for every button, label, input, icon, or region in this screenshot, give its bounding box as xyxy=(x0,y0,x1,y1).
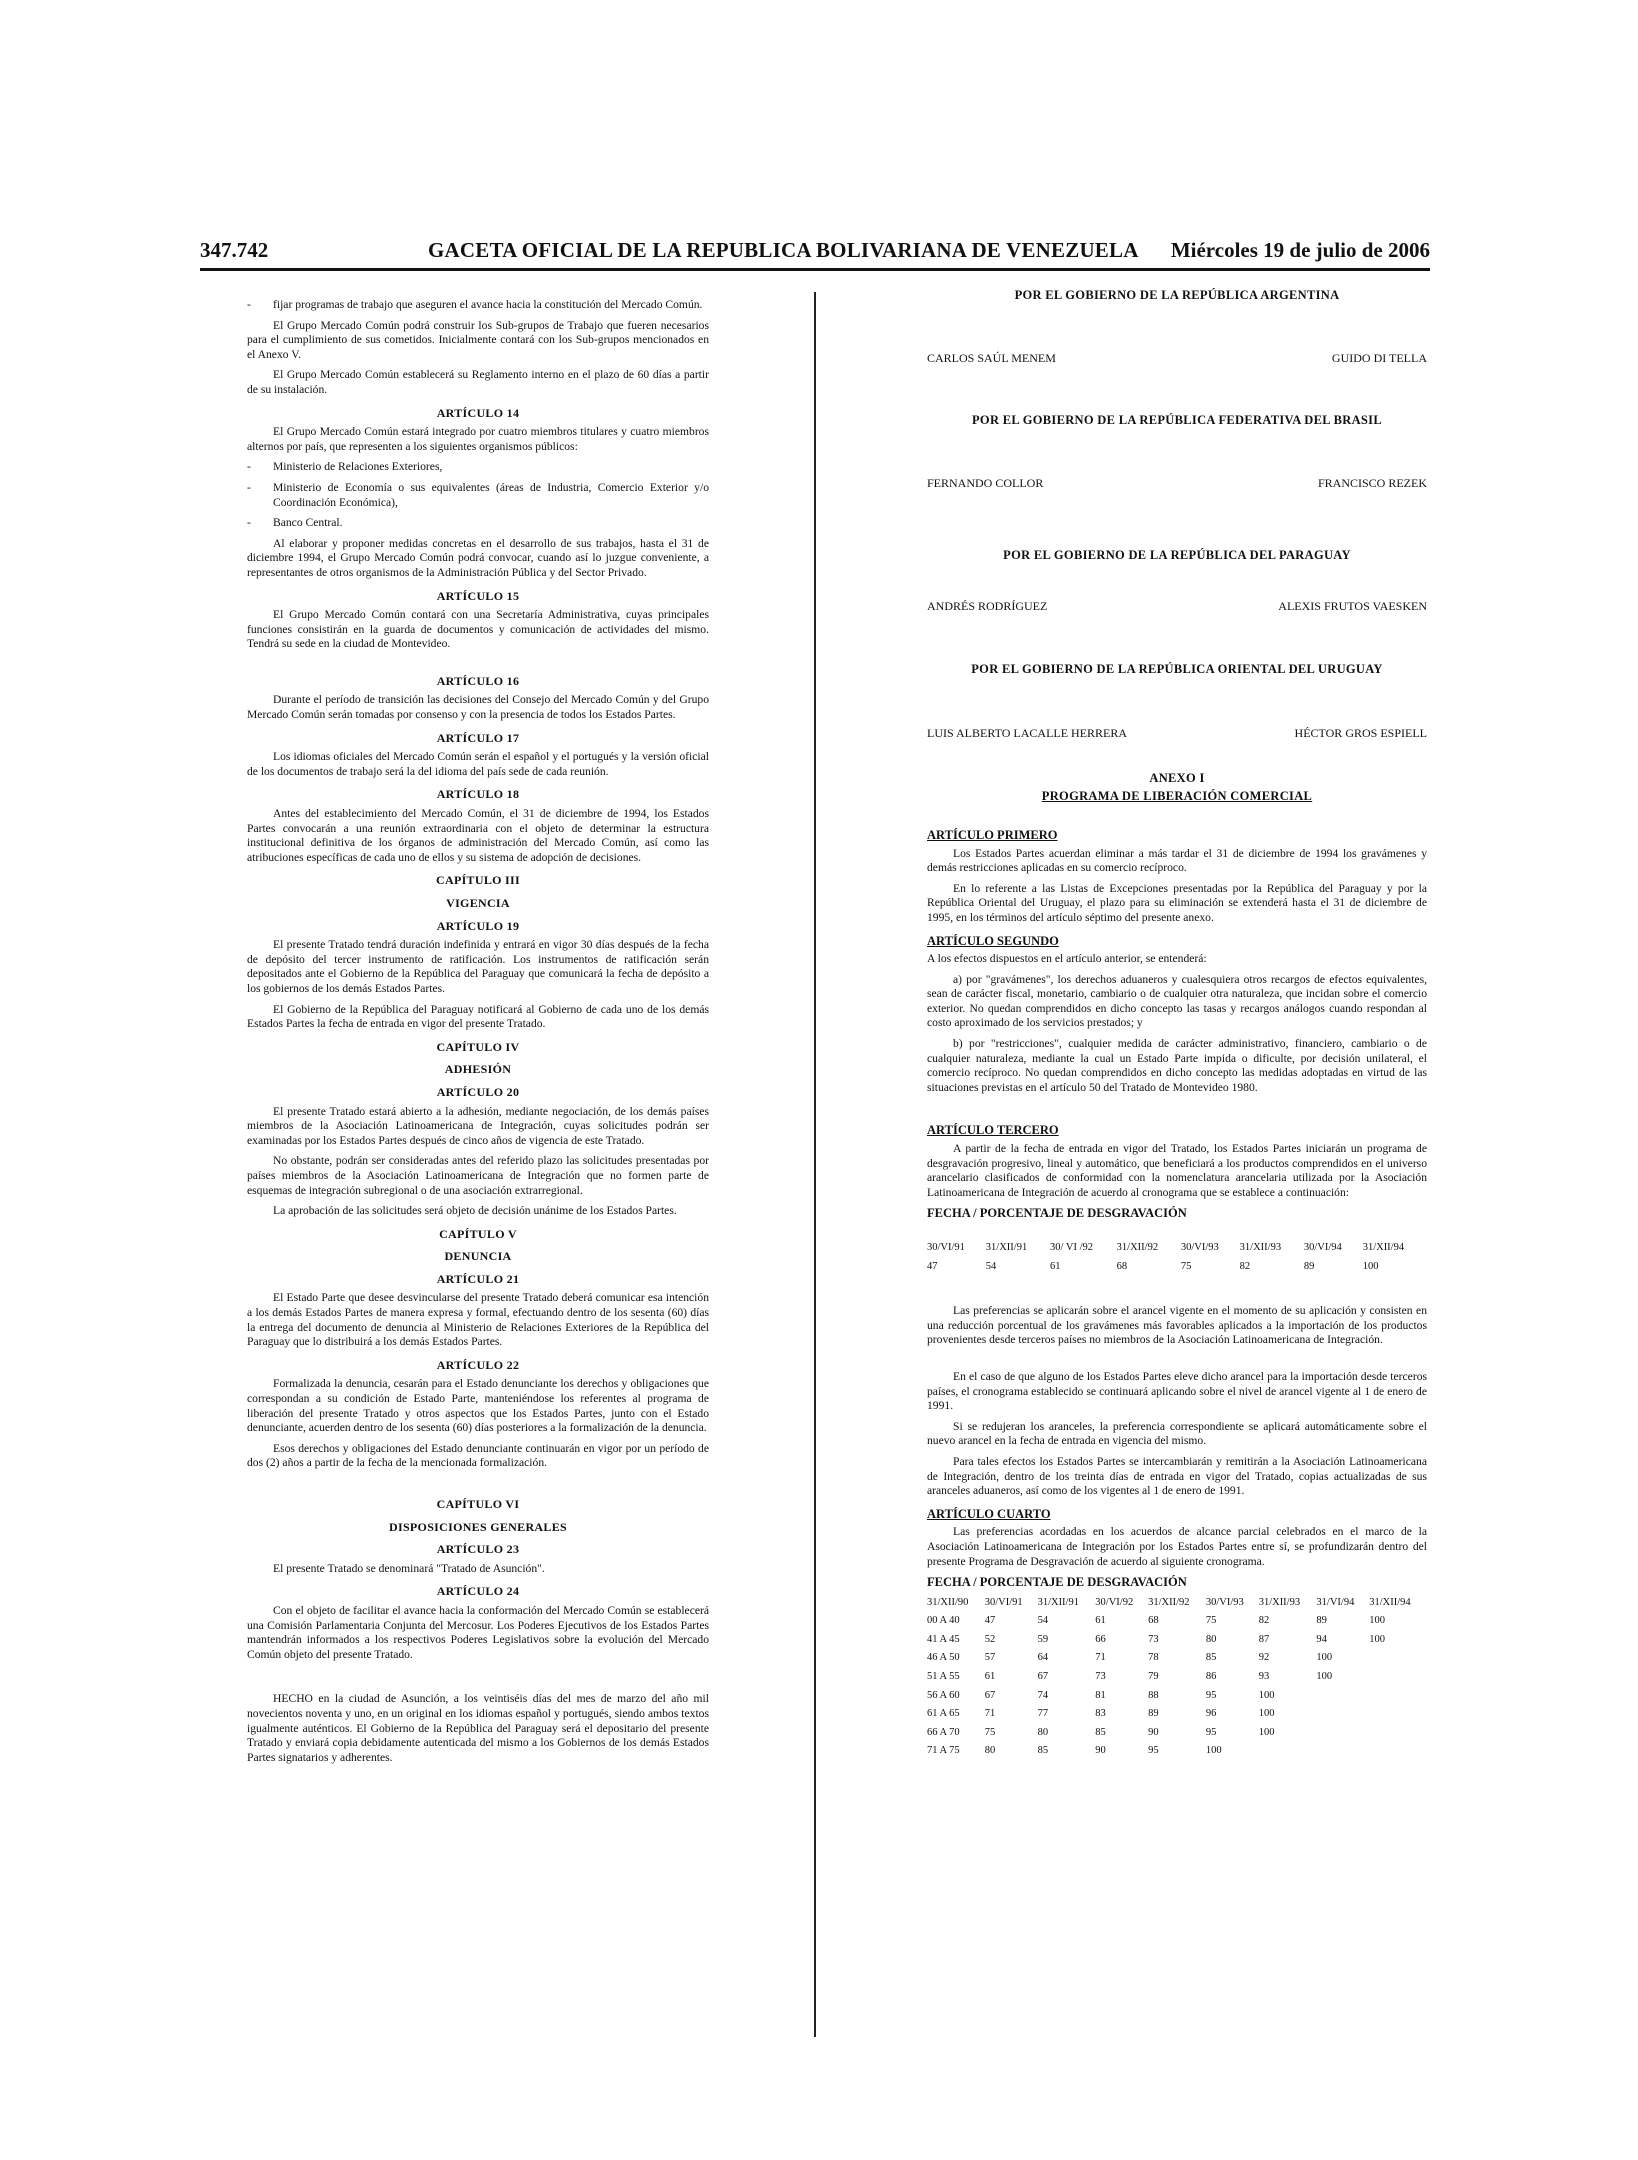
article-heading: ARTÍCULO 21 xyxy=(436,1271,520,1286)
signatories-row xyxy=(927,476,1427,491)
schedule-row xyxy=(927,1668,1427,1687)
schedule-date: 31/XII/94 xyxy=(1369,1596,1411,1608)
paragraph: En el caso de que alguno de los Estados Partes eleve dicho arancel para la importación desde terceros países, el cronograma establecido se continuará aplicando sobre el nivel de arancel vigente al 1 de enero de 1991. xyxy=(927,1369,1427,1413)
schedule-title: FECHA / PORCENTAJE DE DESGRAVACIÓN xyxy=(927,1575,1187,1590)
value-cell: 100 xyxy=(1258,1726,1275,1738)
column-divider xyxy=(814,292,816,2037)
schedule-date: 30/VI/93 xyxy=(1180,1242,1219,1253)
signatory: CARLOS SAÚL MENEM xyxy=(927,350,1056,365)
article-heading: ARTÍCULO 23 xyxy=(436,1542,520,1557)
value-cell: 89 xyxy=(1316,1615,1327,1627)
value-cell: 95 xyxy=(1148,1745,1159,1757)
value-cell: 67 xyxy=(1037,1671,1049,1683)
range-cell: 51 A 55 xyxy=(927,1671,960,1683)
gazette-title: GACETA OFICIAL DE LA REPUBLICA BOLIVARIANA DE VENEZUELA xyxy=(428,238,1139,262)
schedule-date: 31/XII/91 xyxy=(1037,1596,1079,1608)
paragraph: A los efectos dispuestos en el artículo anterior, se entenderá: xyxy=(927,952,1207,966)
value-cell: 85 xyxy=(1037,1745,1049,1757)
paragraph: El Grupo Mercado Común podrá construir los Sub-grupos de Trabajo que fueren necesarios para el cumplimiento de sus cometidos. Inicialmente contará con los Sub-grupos mencionados en el Anexo V. xyxy=(247,318,709,361)
chapter-title: DENUNCIA xyxy=(444,1249,512,1264)
paragraph: Las preferencias se aplicarán sobre el arancel vigente en el momento de su aplicación y consisten en una reducción porcentual de los gravámenes más favorables aplicados a la importación de los productos provenientes desde terceros países no miembros de la Asociación Latinoamericana de Integración. xyxy=(927,1304,1427,1347)
signatories-row xyxy=(927,726,1427,741)
schedule-row xyxy=(927,1705,1427,1724)
paragraph: Esos derechos y obligaciones del Estado denunciante continuarán en vigor por un período de dos (2) años a partir de la fecha de la mencionada formalización. xyxy=(247,1441,709,1470)
value-cell: 92 xyxy=(1258,1652,1270,1664)
schedule-row xyxy=(927,1687,1427,1706)
chapter-title: VIGENCIA xyxy=(446,896,510,910)
paragraph: A partir de la fecha de entrada en vigor del Tratado, los Estados Partes iniciarán un programa de desgravación progresivo, lineal y automático, que beneficiará a los productos comprendidos en el universo arancelario clasificados de conformidad con la nomenclatura arancelaria utilizada por la Asociación Latinoamericana de Integración de acuerdo al cronograma que se establece a continuación: xyxy=(927,1142,1427,1199)
schedule-date: 31/XII/92 xyxy=(1148,1596,1190,1608)
article-heading: ARTÍCULO 17 xyxy=(436,730,520,745)
value-cell: 52 xyxy=(984,1633,996,1645)
value-cell: 68 xyxy=(1148,1615,1159,1627)
right-column xyxy=(927,288,1427,1761)
value-cell xyxy=(1259,1742,1317,1761)
chapter-title: DISPOSICIONES GENERALES xyxy=(389,1519,567,1534)
value-cell: 95 xyxy=(1205,1726,1217,1738)
issue-date: Miércoles 19 de julio de 2006 xyxy=(1170,238,1430,262)
range-cell: 66 A 70 xyxy=(927,1726,960,1738)
signatory: FERNANDO COLLOR xyxy=(927,475,1044,490)
value-cell xyxy=(1369,1724,1427,1743)
bullet-item: - Banco Central. xyxy=(247,516,343,530)
signatory: ALEXIS FRUTOS VAESKEN xyxy=(1278,598,1427,613)
schedule-date: 30/ VI /92 xyxy=(1050,1242,1093,1253)
paragraph: a) por "gravámenes", los derechos aduaneros y cualesquiera otros recargos de efectos equivalentes, sean de carácter fiscal, monetario, cambiario o de cualquier otra naturaleza, que incidan sobre el comercio exterior. No quedan comprendidos en dicho concepto las tasas y recargos análogos cuando respondan al costo aproximado de los servicios prestados; y xyxy=(927,972,1427,1030)
value-cell: 86 xyxy=(1205,1671,1217,1683)
paragraph: Para tales efectos los Estados Partes se intercambiarán y remitirán a la Asociación Latinoamericana de Integración, dentro de los treinta días de entrada en vigor del Tratado, copias actualizadas de sus aranceles aduaneros, así como de los vigentes al 1 de enero de 1991. xyxy=(927,1454,1427,1498)
value-cell: 80 xyxy=(984,1745,996,1757)
schedule-date: 30/VI/93 xyxy=(1205,1596,1244,1608)
value-cell: 74 xyxy=(1037,1689,1049,1701)
chapter-title: ADHESIÓN xyxy=(444,1062,512,1077)
value-cell: 61 xyxy=(1095,1615,1106,1627)
value-cell xyxy=(1369,1649,1427,1668)
value-cell: 71 xyxy=(984,1708,996,1720)
value-cell: 81 xyxy=(1095,1689,1106,1701)
value-cell xyxy=(1369,1668,1427,1687)
schedule-value: 75 xyxy=(1180,1260,1192,1272)
signatory: ANDRÉS RODRÍGUEZ xyxy=(927,598,1048,613)
annex-title: PROGRAMA DE LIBERACIÓN COMERCIAL xyxy=(1041,789,1313,804)
range-cell: 71 A 75 xyxy=(927,1745,960,1757)
schedule-row xyxy=(927,1612,1427,1631)
paragraph: En lo referente a las Listas de Excepciones presentadas por la República del Paraguay y por la República Oriental del Uruguay, el plazo para su eliminación se extenderá hasta el 31 de diciembre de 1995, en los términos del artículo séptimo del presente anexo. xyxy=(927,881,1427,924)
value-cell: 67 xyxy=(984,1689,996,1701)
schedule-row xyxy=(927,1742,1427,1761)
value-cell: 95 xyxy=(1205,1689,1217,1701)
paragraph: Al elaborar y proponer medidas concretas en el desarrollo de sus trabajos, hasta el 31 de diciembre 1994, el Grupo Mercado Común podrá convocar, cuando así lo juzgue conveniente, a representantes de otros organismos de la Administración Pública y del Sector Privado. xyxy=(247,536,709,579)
article-heading: ARTÍCULO 18 xyxy=(436,787,520,802)
paragraph: El Gobierno de la República del Paraguay notificará al Gobierno de cada uno de los demás Estados Partes la fecha de entrada en vigor del presente Tratado. xyxy=(247,1002,709,1031)
government-heading: POR EL GOBIERNO DE LA REPÚBLICA FEDERATIVA DEL BRASIL xyxy=(972,413,1382,428)
paragraph: Las preferencias acordadas en los acuerdos de alcance parcial celebrados en el marco de la Asociación Latinoamericana de Integración por los Estados Partes entre sí, se profundizarán dentro del presente Programa de Desgravación de acuerdo al siguiente cronograma. xyxy=(927,1525,1427,1568)
signatories-row xyxy=(927,599,1427,614)
range-cell: 00 A 40 xyxy=(927,1615,960,1627)
bullet-item: - Ministerio de Relaciones Exteriores, xyxy=(247,460,443,474)
value-cell: 100 xyxy=(1316,1652,1333,1664)
schedule-date: 31/XII/90 xyxy=(927,1596,969,1608)
paragraph: El presente Tratado se denominará "Tratado de Asunción". xyxy=(273,1561,545,1575)
signatories-row xyxy=(927,351,1427,366)
chapter-heading: CAPÍTULO IV xyxy=(436,1039,520,1054)
paragraph: Formalizada la denuncia, cesarán para el Estado denunciante los derechos y obligaciones que correspondan a su condición de Estado Parte, manteniéndose los referentes al programa de liberación del presente Tratado y otros aspectos que los Estados Partes, junto con el Estado denunciante, acuerden dentro de los sesenta (60) días posteriores a la formalización de la denuncia. xyxy=(247,1377,709,1435)
schedule-dates-row xyxy=(927,1239,1427,1258)
schedule-date: 31/XII/93 xyxy=(1239,1242,1282,1253)
chapter-heading: CAPÍTULO III xyxy=(436,873,520,888)
paragraph: El presente Tratado estará abierto a la adhesión, mediante negociación, de los demás países miembros de la Asociación Latinoamericana de Integración, cuyas solicitudes podrán ser examinadas por los Estados Partes después de cinco años de vigencia de este Tratado. xyxy=(247,1104,709,1147)
value-cell: 75 xyxy=(984,1726,996,1738)
value-cell: 47 xyxy=(984,1615,996,1627)
value-cell: 64 xyxy=(1037,1652,1049,1664)
value-cell: 71 xyxy=(1095,1652,1106,1664)
value-cell: 66 xyxy=(1095,1633,1106,1645)
paragraph: El Estado Parte que desee desvincularse del presente Tratado deberá comunicar esa intención a los demás Estados Partes de manera expresa y formal, efectuando dentro de los sesenta (60) días la entrega del documento de denuncia al Ministerio de Relaciones Exteriores de la República del Paraguay que lo distribuirá a los demás Estados Partes. xyxy=(247,1291,709,1349)
article-heading: ARTÍCULO 15 xyxy=(436,588,520,603)
value-cell: 94 xyxy=(1316,1633,1327,1645)
value-cell xyxy=(1369,1705,1427,1724)
schedule-value: 82 xyxy=(1239,1260,1251,1272)
value-cell: 100 xyxy=(1258,1708,1275,1720)
value-cell xyxy=(1316,1742,1369,1761)
schedule-table xyxy=(927,1239,1427,1276)
paragraph: Si se redujeran los aranceles, la preferencia correspondiente se aplicará automáticamente sobre el nuevo arancel en la fecha de entrada en vigencia del mismo. xyxy=(927,1419,1427,1448)
article-heading: ARTÍCULO CUARTO xyxy=(927,1506,1051,1521)
value-cell: 61 xyxy=(984,1671,996,1683)
value-cell: 73 xyxy=(1148,1633,1159,1645)
signatory: GUIDO DI TELLA xyxy=(1331,350,1427,365)
value-cell xyxy=(1316,1687,1369,1706)
article-heading: ARTÍCULO PRIMERO xyxy=(927,827,1058,842)
schedule-date: 31/XII/94 xyxy=(1362,1242,1405,1253)
paragraph: El Grupo Mercado Común estará integrado por cuatro miembros titulares y cuatro miembros alternos por país, que representen a los siguientes organismos públicos: xyxy=(247,425,709,453)
value-cell: 80 xyxy=(1037,1726,1049,1738)
government-heading: POR EL GOBIERNO DE LA REPÚBLICA ARGENTINA xyxy=(1014,288,1340,302)
bullet-item: - Ministerio de Economía o sus equivalentes (áreas de Industria, Comercio Exterior y/o Coordinación Económica), xyxy=(247,480,709,509)
value-cell: 96 xyxy=(1205,1708,1217,1720)
annex-heading: ANEXO I xyxy=(1149,770,1205,785)
value-cell: 88 xyxy=(1148,1689,1159,1701)
signatory: FRANCISCO REZEK xyxy=(1317,475,1427,490)
article-heading: ARTÍCULO 24 xyxy=(436,1584,520,1599)
schedule-values-row xyxy=(927,1258,1427,1277)
bullet-item: - fijar programas de trabajo que aseguren el avance hacia la constitución del Mercado Común. xyxy=(247,298,703,311)
value-cell xyxy=(1316,1724,1369,1743)
paragraph: Con el objeto de facilitar el avance hacia la conformación del Mercado Común se establecerá una Comisión Parlamentaria Conjunta del Mercosur. Los Poderes Ejecutivos de los Estados Partes mantendrán informados a los respectivos Poderes Legislativos sobre la evolución del Mercado Común objeto del presente Tratado. xyxy=(247,1603,709,1661)
range-cell: 56 A 60 xyxy=(927,1689,960,1701)
paragraph: b) por "restricciones", cualquier medida de carácter administrativo, financiero, cambiario o de cualquier naturaleza, mediante la cual un Estado Parte impida o dificulte, por decisión unilateral, el comercio recíproco. No quedan comprendidos en dicho concepto las medidas adoptadas en virtud de las situaciones previstas en el artículo 50 del Tratado de Montevideo 1980. xyxy=(927,1037,1427,1094)
value-cell: 54 xyxy=(1037,1615,1049,1627)
schedule-date: 30/VI/91 xyxy=(927,1242,965,1253)
value-cell: 85 xyxy=(1205,1652,1217,1664)
government-heading: POR EL GOBIERNO DE LA REPÚBLICA DEL PARAGUAY xyxy=(1003,548,1351,563)
value-cell xyxy=(1316,1705,1369,1724)
value-cell: 79 xyxy=(1148,1671,1159,1683)
schedule-value: 61 xyxy=(1050,1260,1061,1272)
value-cell: 90 xyxy=(1095,1745,1106,1757)
value-cell: 89 xyxy=(1148,1708,1159,1720)
schedule-table-2 xyxy=(927,1594,1427,1761)
paragraph: Durante el período de transición las decisiones del Consejo del Mercado Común y del Grupo Mercado Común serán tomadas por consenso y con la presencia de todos los Estados Partes. xyxy=(247,693,709,722)
paragraph: El Grupo Mercado Común contará con una Secretaría Administrativa, cuyas principales funciones consistirán en la guarda de documentos y comunicación de actividades del mismo. Tendrá su sede en la ciudad de Montevideo. xyxy=(247,608,709,651)
page-number: 347.742 xyxy=(200,238,269,262)
article-heading: ARTÍCULO 19 xyxy=(436,918,520,933)
schedule-value: 89 xyxy=(1303,1260,1315,1272)
schedule-title: FECHA / PORCENTAJE DE DESGRAVACIÓN xyxy=(927,1206,1187,1221)
chapter-heading: CAPÍTULO VI xyxy=(436,1497,520,1511)
paragraph: El presente Tratado tendrá duración indefinida y entrará en vigor 30 días después de la fecha de depósito del tercer instrumento de ratificación. Los instrumentos de ratificación serán depositados ante el Gobierno de la República del Paraguay que comunicará la fecha de depósito a los gobiernos de los demás Estados Partes. xyxy=(247,938,709,995)
value-cell: 78 xyxy=(1148,1652,1159,1664)
schedule-value: 100 xyxy=(1362,1260,1379,1272)
schedule-date: 31/VI/94 xyxy=(1316,1596,1355,1608)
value-cell: 85 xyxy=(1095,1726,1106,1738)
value-cell: 90 xyxy=(1148,1726,1159,1738)
value-cell: 57 xyxy=(984,1652,996,1664)
schedule-value: 54 xyxy=(985,1260,997,1272)
signatory: HÉCTOR GROS ESPIELL xyxy=(1294,726,1427,741)
value-cell: 100 xyxy=(1316,1671,1333,1683)
article-heading: ARTÍCULO 14 xyxy=(436,405,520,420)
value-cell: 100 xyxy=(1205,1745,1222,1757)
schedule-header-row xyxy=(927,1594,1427,1613)
value-cell: 77 xyxy=(1037,1708,1049,1720)
schedule-date: 30/VI/92 xyxy=(1095,1596,1134,1608)
header-rule xyxy=(200,268,1430,271)
article-heading: ARTÍCULO 20 xyxy=(436,1084,520,1099)
left-column xyxy=(247,298,709,1771)
schedule-date: 31/XII/93 xyxy=(1258,1596,1301,1608)
closing-paragraph: HECHO en la ciudad de Asunción, a los veintiséis días del mes de marzo del año mil novecientos noventa y uno, en un original en los idiomas español y portugués, siendo ambos textos igualmente auténticos. El Gobierno de la República del Paraguay será el depositario del presente Tratado y enviará copia debidamente autenticada del mismo a los Gobiernos de los demás Estados Partes signatarios y adherentes. xyxy=(247,1692,709,1764)
paragraph: Los idiomas oficiales del Mercado Común serán el español y el portugués y la versión oficial de los documentos de trabajo será la del idioma del país sede de cada reunión. xyxy=(247,750,709,778)
value-cell: 80 xyxy=(1205,1633,1217,1645)
value-cell: 100 xyxy=(1258,1689,1275,1701)
chapter-heading: CAPÍTULO V xyxy=(439,1226,517,1241)
value-cell: 59 xyxy=(1037,1633,1049,1645)
range-cell: 41 A 45 xyxy=(927,1633,960,1645)
page-header xyxy=(200,238,1430,278)
article-heading: ARTÍCULO 16 xyxy=(436,673,520,688)
schedule-date: 31/XII/91 xyxy=(985,1242,1028,1253)
value-cell: 75 xyxy=(1205,1615,1217,1627)
range-cell: 46 A 50 xyxy=(927,1652,960,1664)
paragraph: La aprobación de las solicitudes será objeto de decisión unánime de los Estados Partes. xyxy=(273,1204,677,1218)
value-cell: 83 xyxy=(1095,1708,1106,1720)
government-heading: POR EL GOBIERNO DE LA REPÚBLICA ORIENTAL DEL URUGUAY xyxy=(971,661,1383,676)
paragraph: Los Estados Partes acuerdan eliminar a más tardar el 31 de diciembre de 1994 los gravámenes y demás restricciones aplicadas en su comercio recíproco. xyxy=(927,846,1427,875)
value-cell: 82 xyxy=(1258,1615,1270,1627)
paragraph: Antes del establecimiento del Mercado Común, el 31 de diciembre de 1994, los Estados Partes convocarán a una reunión extraordinaria con el objeto de determinar la estructura institucional definitiva de los órganos de administración del Mercado Común, así como las atribuciones específicas de cada uno de ellos y su sistema de adopción de decisiones. xyxy=(247,807,709,864)
value-cell: 100 xyxy=(1369,1633,1385,1645)
value-cell xyxy=(1369,1742,1427,1761)
schedule-date: 30/VI/94 xyxy=(1303,1242,1342,1253)
schedule-row xyxy=(927,1649,1427,1668)
value-cell: 100 xyxy=(1369,1615,1385,1627)
schedule-row xyxy=(927,1724,1427,1743)
schedule-value: 68 xyxy=(1116,1260,1128,1272)
schedule-row xyxy=(927,1631,1427,1650)
article-heading: ARTÍCULO TERCERO xyxy=(927,1123,1059,1138)
schedule-date: 30/VI/91 xyxy=(984,1596,1023,1608)
value-cell: 73 xyxy=(1095,1671,1106,1683)
schedule-date: 31/XII/92 xyxy=(1116,1242,1159,1253)
article-heading: ARTÍCULO SEGUNDO xyxy=(927,933,1059,948)
value-cell: 93 xyxy=(1258,1671,1270,1683)
value-cell: 87 xyxy=(1258,1633,1270,1645)
article-heading: ARTÍCULO 22 xyxy=(436,1357,520,1372)
value-cell xyxy=(1369,1687,1427,1706)
paragraph: No obstante, podrán ser consideradas antes del referido plazo las solicitudes presentadas por países miembros de la Asociación Latinoamericana de Integración que no formen parte de esquemas de integración subregional o de una asociación extrarregional. xyxy=(247,1154,709,1197)
signatory: LUIS ALBERTO LACALLE HERRERA xyxy=(927,726,1128,741)
paragraph: El Grupo Mercado Común establecerá su Reglamento interno en el plazo de 60 días a partir de su instalación. xyxy=(247,368,709,396)
schedule-value: 47 xyxy=(927,1260,938,1272)
range-cell: 61 A 65 xyxy=(927,1708,960,1720)
